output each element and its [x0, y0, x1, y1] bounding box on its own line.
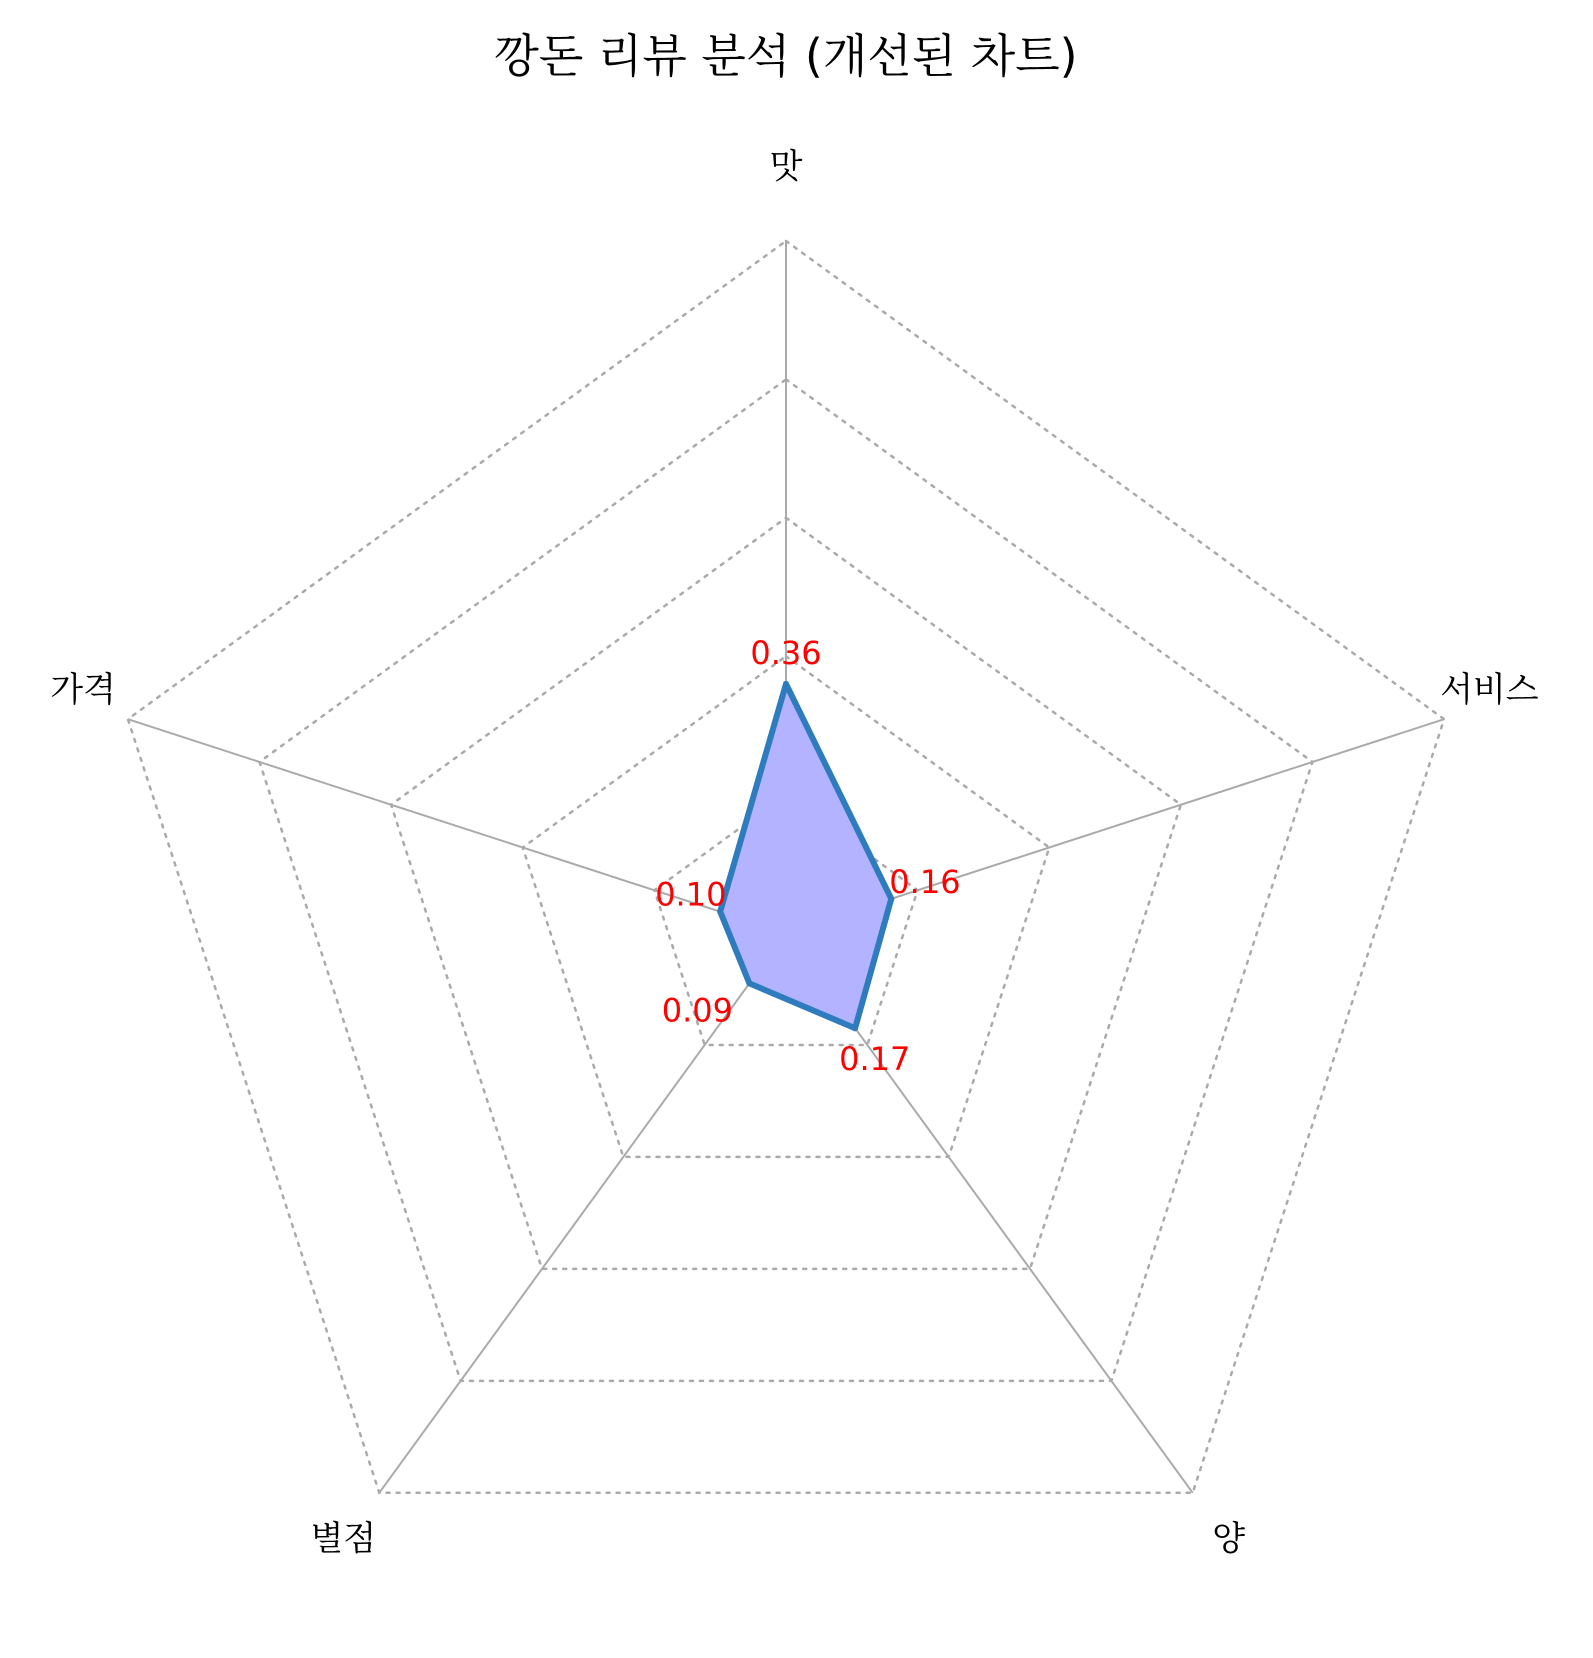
data-label-3: 0.17 [839, 1040, 911, 1079]
axis-label-5: 가격 [50, 670, 116, 711]
chart-title: 깡돈 리뷰 분석 (개선된 차트) [494, 29, 1078, 83]
series-layer [717, 681, 894, 1031]
axis-label-3: 양 [1212, 1518, 1246, 1559]
series-point-3 [852, 1025, 858, 1031]
data-label-1: 0.36 [750, 633, 822, 672]
axis-label-4: 별점 [310, 1518, 377, 1559]
data-label-5: 0.10 [655, 875, 727, 914]
series-point-4 [746, 980, 752, 986]
axis-label-1: 맛 [769, 147, 803, 187]
data-label-2: 0.16 [889, 862, 961, 901]
data-label-4: 0.09 [661, 991, 734, 1030]
series-point-1 [783, 681, 789, 687]
axis-label-2: 서비스 [1440, 670, 1539, 711]
